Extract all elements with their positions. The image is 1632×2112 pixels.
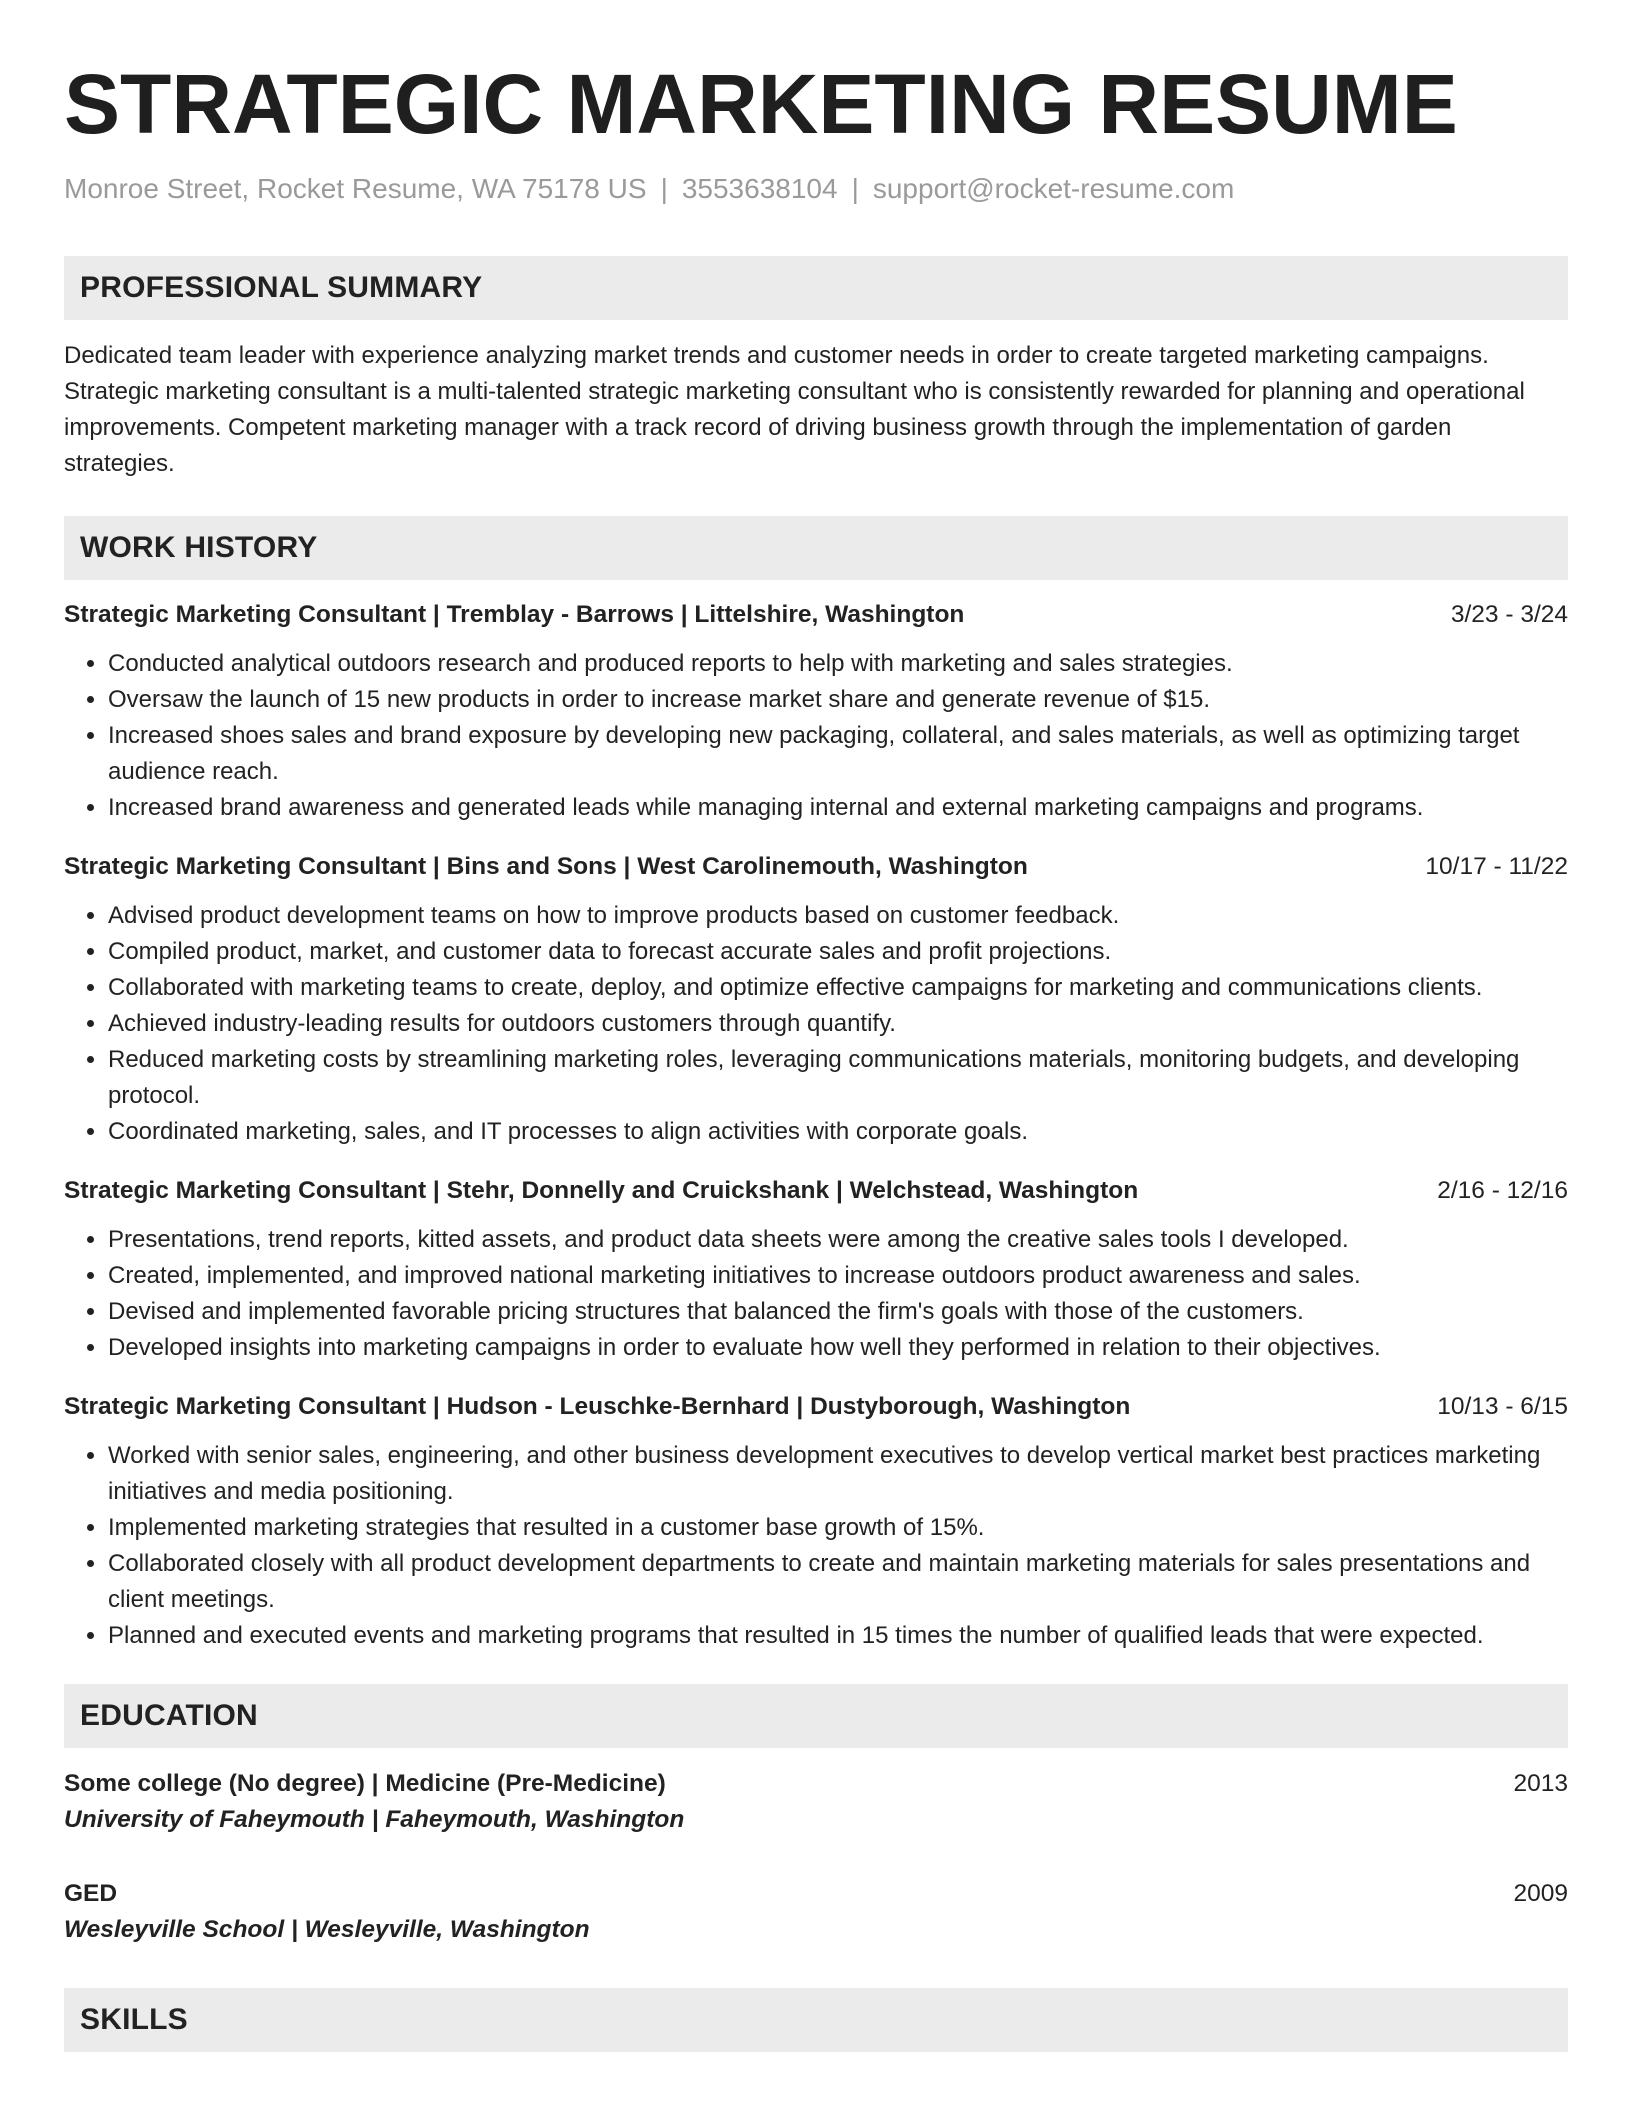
- job-bullets: [64, 646, 1568, 826]
- education-school: University of Faheymouth | Faheymouth, Washington: [64, 1806, 685, 1833]
- work-history-heading: WORK HISTORY: [64, 516, 1568, 580]
- job-bullet: • Developed insights into marketing campaigns in order to evaluate how well they performed in relation to their objectives.: [108, 1330, 1568, 1366]
- job-bullet: • Achieved industry-leading results for outdoors customers through quantify.: [108, 1006, 1568, 1042]
- education-year: 2013: [1513, 1770, 1568, 1797]
- job-bullet: • Collaborated with marketing teams to create, deploy, and optimize effective campaigns for marketing and communications clients.: [108, 970, 1568, 1006]
- job-header: [64, 598, 1568, 632]
- job-entry: [64, 850, 1568, 1150]
- skills-section: [64, 1988, 1568, 2052]
- summary-section: [64, 256, 1568, 482]
- contact-separator: |: [851, 173, 859, 204]
- education-header: [64, 1876, 1568, 1912]
- job-header: [64, 850, 1568, 884]
- summary-text: Dedicated team leader with experience analyzing market trends and customer needs in order to create targeted marketing campaigns. Strategic marketing consultant is a multi-talented strategic marketing consultant who is consistently rewarded for planning and operational improvements. Competent marketing manager with a track record of driving business growth through the implementation of garden strategies.: [64, 342, 1525, 477]
- education-header: [64, 1766, 1568, 1802]
- job-bullet: • Increased shoes sales and brand exposure by developing new packaging, collateral, and sales materials, as well as optimizing target audience reach.: [108, 718, 1568, 790]
- job-entry: [64, 598, 1568, 826]
- contact-line: [64, 172, 1568, 206]
- job-bullet: • Implemented marketing strategies that resulted in a customer base growth of 15%.: [108, 1510, 1568, 1546]
- job-bullet: • Compiled product, market, and customer data to forecast accurate sales and profit projections.: [108, 934, 1568, 970]
- education-degree: GED: [64, 1880, 118, 1907]
- job-dates: 2/16 - 12/16: [1437, 1177, 1568, 1204]
- job-bullets: [64, 1438, 1568, 1654]
- job-entry: [64, 1390, 1568, 1654]
- job-bullet: • Worked with senior sales, engineering, and other business development executives to develop vertical market best practices marketing initiatives and media positioning.: [108, 1438, 1568, 1510]
- education-school: Wesleyville School | Wesleyville, Washington: [64, 1916, 590, 1943]
- summary-heading: PROFESSIONAL SUMMARY: [64, 256, 1568, 320]
- job-bullet: • Reduced marketing costs by streamlining marketing roles, leveraging communications materials, monitoring budgets, and developing protocol.: [108, 1042, 1568, 1114]
- education-entry: [64, 1766, 1568, 1838]
- job-title: Strategic Marketing Consultant | Hudson - Leuschke-Bernhard | Dustyborough, Washington: [64, 1393, 1131, 1420]
- job-title: Strategic Marketing Consultant | Stehr, Donnelly and Cruickshank | Welchstead, Washington: [64, 1177, 1139, 1204]
- resume-title: STRATEGIC MARKETING RESUME: [64, 57, 1458, 151]
- job-bullet: • Coordinated marketing, sales, and IT processes to align activities with corporate goals.: [108, 1114, 1568, 1150]
- contact-phone: 3553638104: [681, 173, 838, 204]
- contact-separator: |: [660, 173, 668, 204]
- job-header: [64, 1174, 1568, 1208]
- job-entry: [64, 1174, 1568, 1366]
- job-dates: 3/23 - 3/24: [1450, 601, 1568, 628]
- contact-email: support@rocket-resume.com: [872, 173, 1235, 204]
- job-bullet: • Presentations, trend reports, kitted assets, and product data sheets were among the creative sales tools I developed.: [108, 1222, 1568, 1258]
- job-bullets: [64, 1222, 1568, 1366]
- contact-address: Monroe Street, Rocket Resume, WA 75178 US: [64, 173, 647, 204]
- education-degree: Some college (No degree) | Medicine (Pre-Medicine): [64, 1770, 666, 1797]
- job-dates: 10/17 - 11/22: [1425, 853, 1568, 880]
- job-bullet: • Conducted analytical outdoors research and produced reports to help with marketing and sales strategies.: [108, 646, 1568, 682]
- job-bullet: • Increased brand awareness and generated leads while managing internal and external marketing campaigns and programs.: [108, 790, 1568, 826]
- job-bullet: • Collaborated closely with all product development departments to create and maintain marketing materials for sales presentations and client meetings.: [108, 1546, 1568, 1618]
- job-title: Strategic Marketing Consultant | Bins and Sons | West Carolinemouth, Washington: [64, 853, 1028, 880]
- education-year: 2009: [1513, 1880, 1568, 1907]
- job-title: Strategic Marketing Consultant | Tremblay - Barrows | Littelshire, Washington: [64, 601, 965, 628]
- education-entry: [64, 1876, 1568, 1948]
- job-bullets: [64, 898, 1568, 1150]
- job-bullet: • Planned and executed events and marketing programs that resulted in 15 times the number of qualified leads that were expected.: [108, 1618, 1568, 1654]
- job-bullet: • Created, implemented, and improved national marketing initiatives to increase outdoors product awareness and sales.: [108, 1258, 1568, 1294]
- job-dates: 10/13 - 6/15: [1437, 1393, 1568, 1420]
- job-bullet: • Oversaw the launch of 15 new products in order to increase market share and generate revenue of $15.: [108, 682, 1568, 718]
- skills-heading: SKILLS: [64, 1988, 1568, 2052]
- job-header: [64, 1390, 1568, 1424]
- work-history-section: [64, 516, 1568, 1654]
- education-heading: EDUCATION: [64, 1684, 1568, 1748]
- job-bullet: • Advised product development teams on how to improve products based on customer feedback.: [108, 898, 1568, 934]
- education-section: [64, 1684, 1568, 1948]
- job-bullet: • Devised and implemented favorable pricing structures that balanced the firm's goals with those of the customers.: [108, 1294, 1568, 1330]
